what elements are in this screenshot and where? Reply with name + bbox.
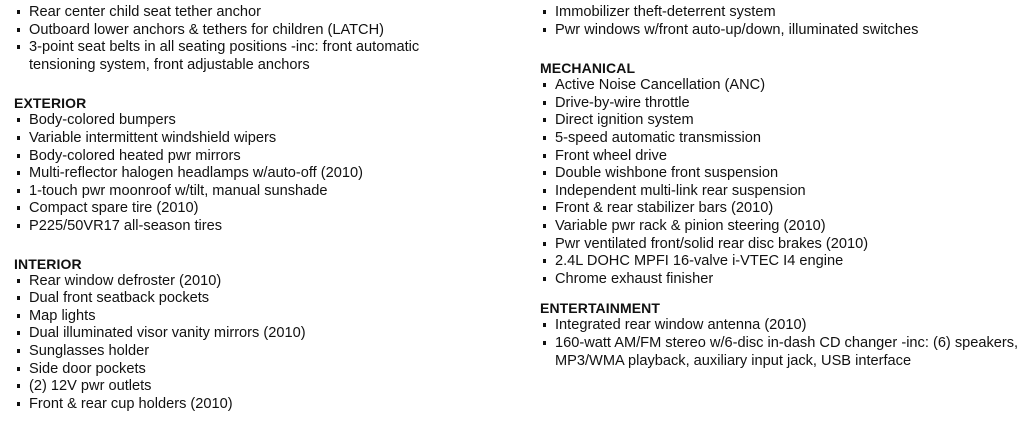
list-item: Integrated rear window antenna (2010): [540, 317, 1020, 335]
list-item: Compact spare tire (2010): [14, 200, 514, 218]
list-item: Independent multi-link rear suspension: [540, 183, 1020, 201]
bullet-icon: [17, 10, 20, 14]
bullet-icon: [543, 341, 546, 345]
list-item: Dual front seatback pockets: [14, 290, 514, 308]
list-item: Body-colored heated pwr mirrors: [14, 148, 514, 166]
bullet-icon: [17, 402, 20, 406]
section-heading: ENTERTAINMENT: [540, 300, 661, 317]
list-item: Pwr windows w/front auto-up/down, illuminated switches: [540, 22, 1020, 40]
bullet-icon: [17, 136, 20, 140]
mechanical-list: [540, 77, 1020, 288]
section-heading: MECHANICAL: [540, 60, 636, 77]
bullet-icon: [17, 154, 20, 158]
list-item: Multi-reflector halogen headlamps w/auto-off (2010): [14, 165, 514, 183]
bullet-icon: [17, 331, 20, 335]
right-column: [540, 4, 1020, 370]
bullet-icon: [17, 189, 20, 193]
safety-list: [14, 4, 514, 74]
entertainment-list: [540, 317, 1020, 370]
bullet-icon: [543, 242, 546, 246]
bullet-icon: [17, 224, 20, 228]
section-heading: INTERIOR: [14, 255, 82, 272]
list-item: Chrome exhaust finisher: [540, 271, 1020, 289]
bullet-icon: [543, 189, 546, 193]
bullet-icon: [543, 224, 546, 228]
bullet-icon: [17, 296, 20, 300]
interior-section: [14, 256, 514, 414]
list-item: 2.4L DOHC MPFI 16-valve i-VTEC I4 engine: [540, 253, 1020, 271]
bullet-icon: [17, 206, 20, 210]
bullet-icon: [543, 323, 546, 327]
list-item: 160-watt AM/FM stereo w/6-disc in-dash CD changer -inc: (6) speakers, MP3/WMA playback, auxiliary input jack, USB interface: [540, 335, 1020, 370]
bullet-icon: [543, 118, 546, 122]
list-item: Outboard lower anchors & tethers for children (LATCH): [14, 22, 514, 40]
exterior-section: [14, 95, 514, 235]
section-heading: EXTERIOR: [14, 95, 87, 112]
bullet-icon: [17, 28, 20, 32]
bullet-icon: [17, 118, 20, 122]
list-item: Rear window defroster (2010): [14, 273, 514, 291]
entertainment-section: [540, 300, 1020, 370]
list-item: 3-point seat belts in all seating positions -inc: front automatic tensioning system, front adjustable anchors: [14, 39, 469, 74]
bullet-icon: [543, 83, 546, 87]
exterior-list: [14, 112, 514, 235]
bullet-icon: [17, 367, 20, 371]
mechanical-section: [540, 60, 1020, 288]
list-item: Dual illuminated visor vanity mirrors (2010): [14, 325, 514, 343]
list-item: Direct ignition system: [540, 112, 1020, 130]
interior-list: [14, 273, 514, 414]
list-item: Front & rear stabilizer bars (2010): [540, 200, 1020, 218]
left-column: [14, 4, 514, 413]
list-item: P225/50VR17 all-season tires: [14, 218, 514, 236]
list-item: Rear center child seat tether anchor: [14, 4, 514, 22]
list-item: Variable intermittent windshield wipers: [14, 130, 514, 148]
bullet-icon: [543, 136, 546, 140]
list-item: Side door pockets: [14, 361, 514, 379]
bullet-icon: [543, 171, 546, 175]
list-item: Body-colored bumpers: [14, 112, 514, 130]
list-item: 1-touch pwr moonroof w/tilt, manual sunshade: [14, 183, 514, 201]
bullet-icon: [17, 45, 20, 49]
list-item: 5-speed automatic transmission: [540, 130, 1020, 148]
bullet-icon: [543, 259, 546, 263]
bullet-icon: [17, 279, 20, 283]
list-item: Variable pwr rack & pinion steering (2010): [540, 218, 1020, 236]
list-item: Map lights: [14, 308, 514, 326]
list-item: Front & rear cup holders (2010): [14, 396, 514, 414]
bullet-icon: [17, 384, 20, 388]
list-item: Sunglasses holder: [14, 343, 514, 361]
list-item: Active Noise Cancellation (ANC): [540, 77, 1020, 95]
bullet-icon: [543, 28, 546, 32]
bullet-icon: [543, 154, 546, 158]
bullet-icon: [543, 277, 546, 281]
bullet-icon: [543, 10, 546, 14]
bullet-icon: [17, 349, 20, 353]
bullet-icon: [17, 314, 20, 318]
bullet-icon: [17, 171, 20, 175]
list-item: Pwr ventilated front/solid rear disc brakes (2010): [540, 236, 1020, 254]
security-list: [540, 4, 1020, 39]
list-item: Immobilizer theft-deterrent system: [540, 4, 1020, 22]
list-item: Front wheel drive: [540, 148, 1020, 166]
list-item: Double wishbone front suspension: [540, 165, 1020, 183]
list-item: Drive-by-wire throttle: [540, 95, 1020, 113]
bullet-icon: [543, 206, 546, 210]
bullet-icon: [543, 101, 546, 105]
list-item: (2) 12V pwr outlets: [14, 378, 514, 396]
